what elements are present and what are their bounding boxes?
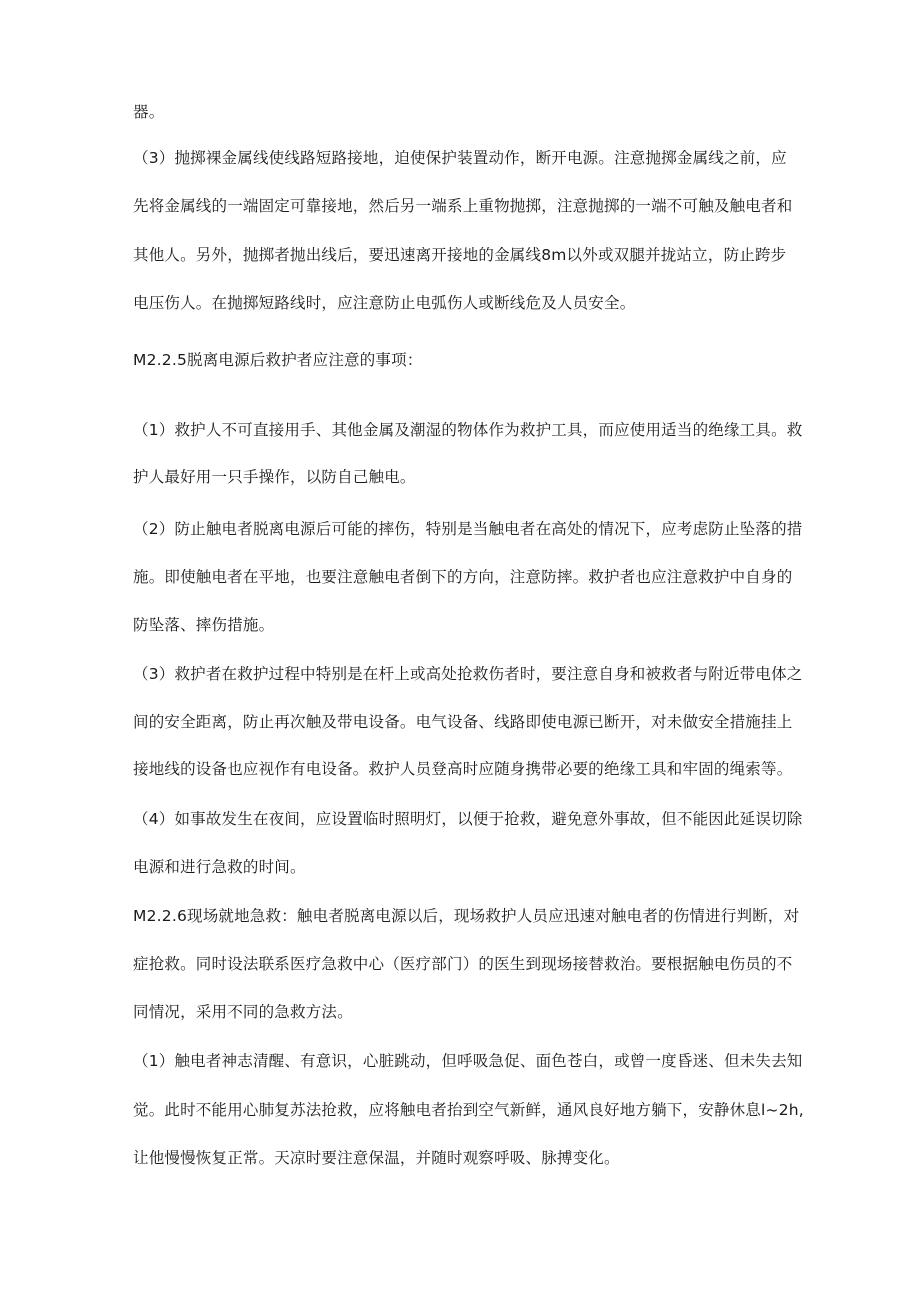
section-heading: M2.2.6现场就地急救：触电者脱离电源以后，现场救护人员应迅速对触电者的伤情进行判断，对 <box>133 907 800 925</box>
text-line: 先将金属线的一端固定可靠接地，然后另一端系上重物抛掷，注意抛掷的一端不可触及触电者和 <box>133 197 793 215</box>
text-line: 接地线的设备也应视作有电设备。救护人员登高时应随身携带必要的绝缘工具和牢固的绳索等。 <box>133 760 793 778</box>
text-line: （3）抛掷裸金属线使线路短路接地，迫使保护装置动作，断开电源。注意抛掷金属线之前，应 <box>133 149 787 167</box>
text-line: 觉。此时不能用心肺复苏法抢救，应将触电者抬到空气新鲜，通风良好地方躺下，安静休息l~2h, <box>133 1101 804 1119</box>
text-line: 间的安全距离，防止再次触及带电设备。电气设备、线路即使电源已断开，对未做安全措施挂上 <box>133 713 793 731</box>
text-line: 症抢救。同时设法联系医疗急救中心（医疗部门）的医生到现场接替救治。要根据触电伤员的不 <box>133 955 793 973</box>
text-line: （4）如事故发生在夜间，应设置临时照明灯，以便于抢救，避免意外事故，但不能因此延误切除 <box>133 810 803 828</box>
text-line: 护人最好用一只手操作，以防自己触电。 <box>133 468 416 486</box>
text-line: 电压伤人。在抛掷短路线时，应注意防止电弧伤人或断线危及人员安全。 <box>133 294 636 312</box>
text-line: （1）触电者神志清醒、有意识，心脏跳动，但呼吸急促、面色苍白，或曾一度昏迷、但未失去知 <box>133 1052 803 1070</box>
text-line: （3）救护者在救护过程中特别是在杆上或高处抢救伤者时，要注意自身和被救者与附近带电体之 <box>133 665 803 683</box>
section-heading: M2.2.5脱离电源后救护者应注意的事项： <box>133 351 423 369</box>
text-line: 其他人。另外，抛掷者抛出线后，要迅速离开接地的金属线8m以外或双腿并拢站立，防止跨步 <box>133 246 787 264</box>
text-line: 施。即使触电者在平地，也要注意触电者倒下的方向，注意防摔。救护者也应注意救护中自身的 <box>133 568 793 586</box>
text-line: 器。 <box>133 103 165 121</box>
text-line: （1）救护人不可直接用手、其他金属及潮湿的物体作为救护工具，而应使用适当的绝缘工具。救 <box>133 421 803 439</box>
text-line: 电源和进行急救的时间。 <box>133 858 306 876</box>
text-line: 让他慢慢恢复正常。天凉时要注意保温，并随时观察呼吸、脉搏变化。 <box>133 1149 620 1167</box>
text-line: （2）防止触电者脱离电源后可能的摔伤，特别是当触电者在高处的情况下，应考虑防止坠落的措 <box>133 520 803 538</box>
text-line: 同情况，采用不同的急救方法。 <box>133 1003 353 1021</box>
text-line: 防坠落、摔伤措施。 <box>133 616 275 634</box>
